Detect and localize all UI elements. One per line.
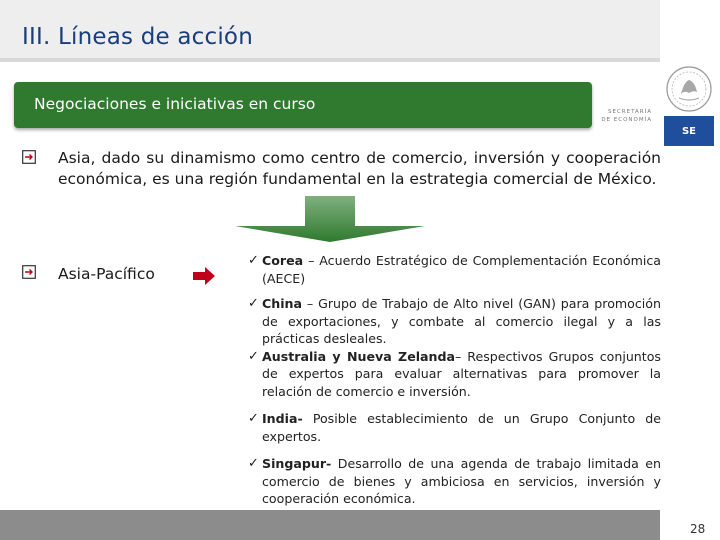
initiative-separator: – [302,296,319,311]
initiative-corea [248,252,661,287]
initiative-name: India- [262,411,303,426]
initiative-name: Corea [262,253,304,268]
ministry-logo-text [592,108,652,124]
initiative-china [248,295,661,348]
checkmark-icon: ✓ [248,456,259,471]
initiatives-list [248,252,661,508]
initiative-name: Singapur- [262,456,332,471]
se-logo: SE [664,116,714,146]
right-arrow-icon [193,267,215,285]
arrow-bullet-icon [22,150,36,164]
initiative-description: Acuerdo Estratégico de Complementación Económica (AECE) [262,253,661,286]
initiative-australia-nz [248,348,661,401]
initiative-description: Posible establecimiento de un Grupo Conjunto de expertos. [262,411,661,444]
footer-bar [0,510,660,540]
coat-of-arms-seal-icon [664,64,714,114]
slide-title: III. Líneas de acción [22,24,253,50]
initiative-description: Respectivos Grupos conjuntos de expertos para evaluar alternativas para promover la relación de comercio e inversión. [262,348,661,399]
title-divider [0,58,660,62]
initiative-description: Desarrollo de una agenda de trabajo limitada en comercio de bienes y ambiciosa en servicios, inversión y cooperación económica. [262,456,661,506]
intro-paragraph: Asia, dado su dinamismo como centro de comercio, inversión y cooperación económica, es una región fundamental en la estrategia comercial de México. [58,149,661,188]
initiative-description: Grupo de Trabajo de Alto nivel (GAN) para promoción de exportaciones, y combate al comercio ilegal y a las prácticas desleales. [262,296,661,346]
checkmark-icon: ✓ [248,411,259,426]
initiative-separator [303,411,313,426]
initiative-separator: – [455,348,468,364]
region-label: Asia-Pacífico [58,265,155,283]
arrow-bullet-icon [22,265,36,279]
checkmark-icon: ✓ [248,253,259,268]
down-arrow-icon [230,196,430,242]
initiative-name: Australia y Nueva Zelanda [262,348,456,364]
ministry-line-1: SECRETARÍA [607,109,652,115]
checkmark-icon: ✓ [248,296,259,311]
ministry-line-2: DE ECONOMÍA [601,117,652,123]
page-number: 28 [690,522,706,536]
initiative-india [248,410,661,445]
initiative-singapur [248,455,661,508]
initiative-name: China [262,296,302,311]
banner-text: Negociaciones e iniciativas en curso [34,95,316,113]
initiative-separator: – [303,253,320,268]
section-banner [14,82,592,128]
checkmark-icon: ✓ [248,348,259,364]
